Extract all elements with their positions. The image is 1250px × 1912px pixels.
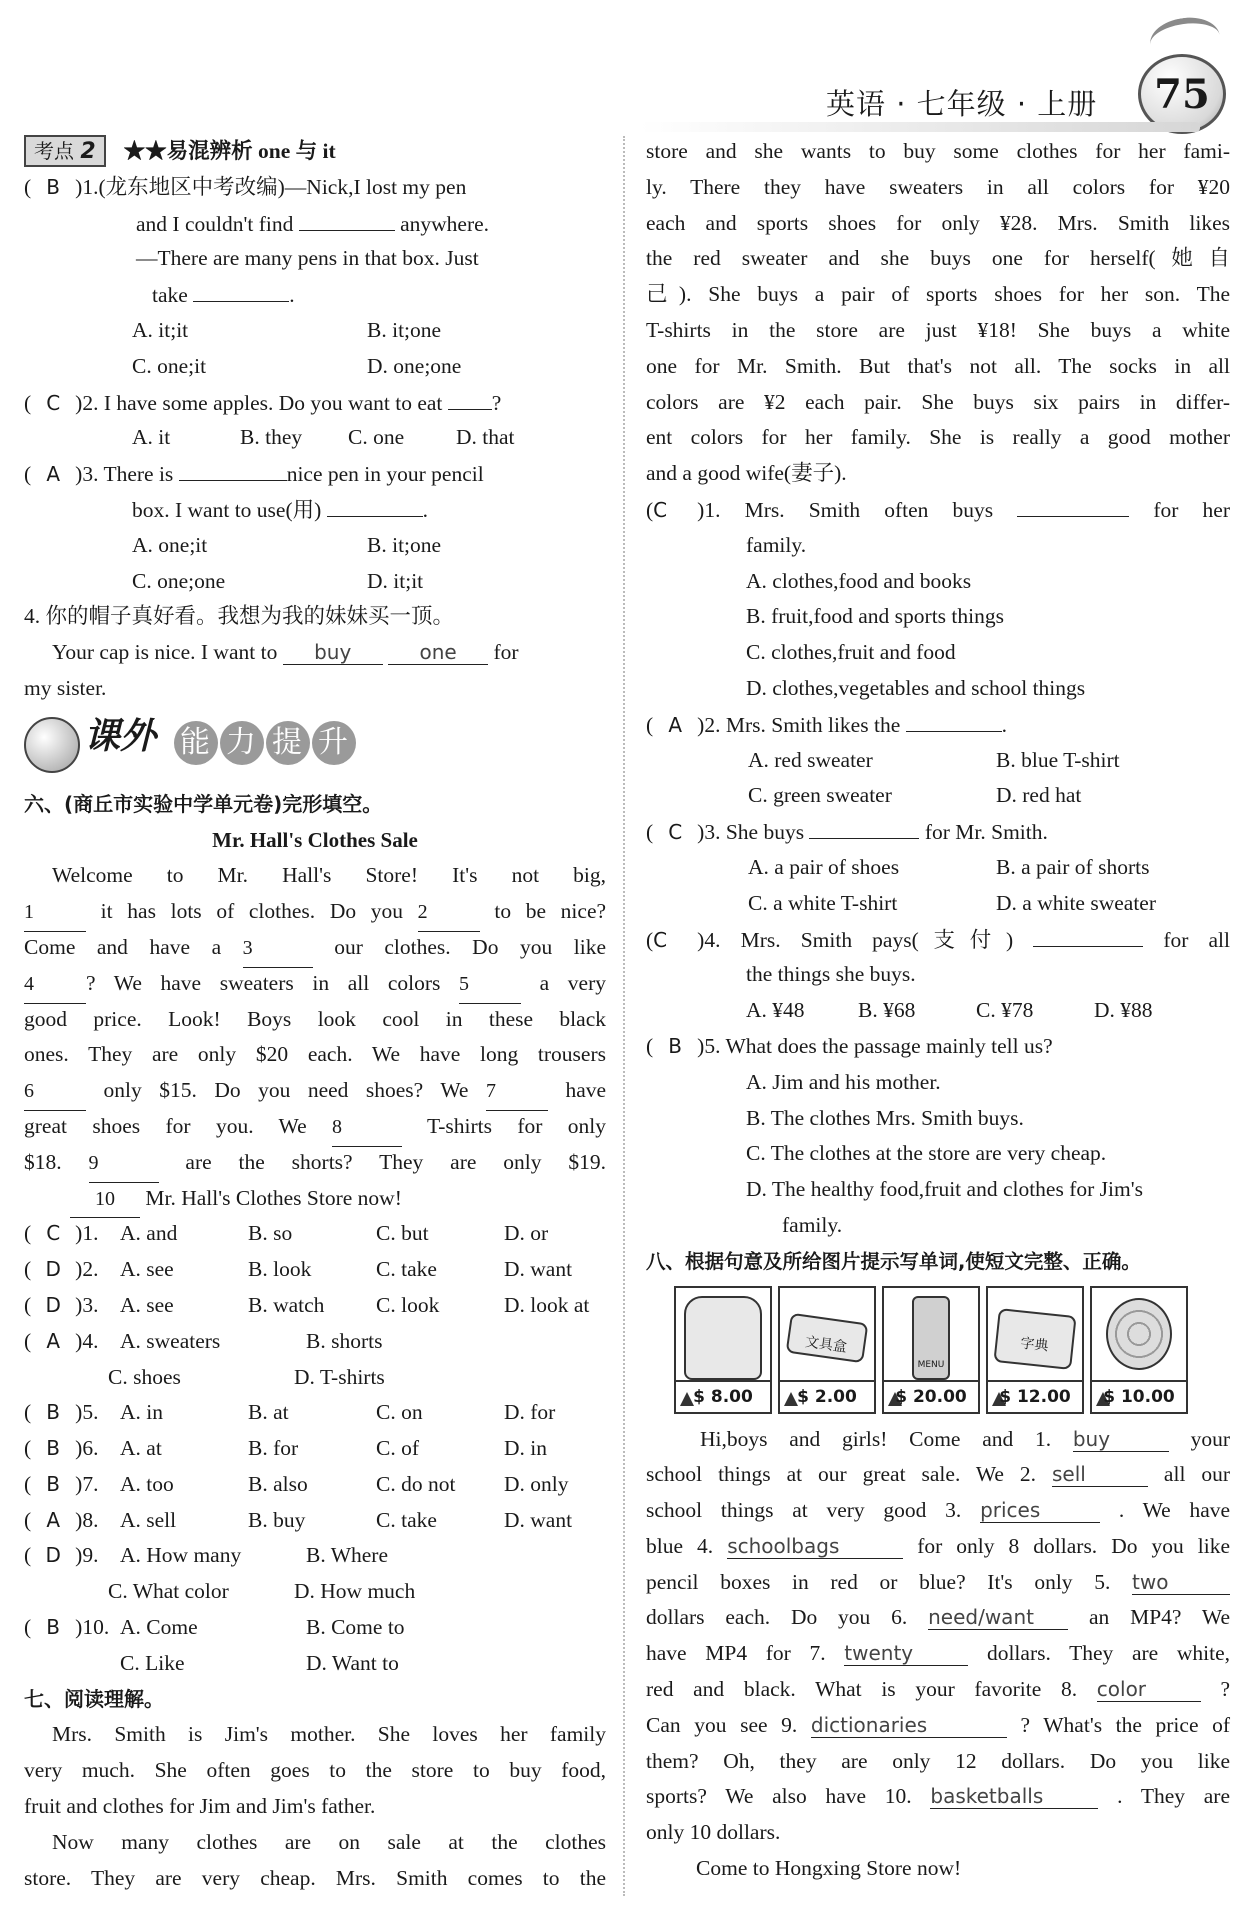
- cloze-items: [24, 1216, 606, 1681]
- fill-answer[interactable]: schoolbags: [727, 1534, 903, 1559]
- q1-blank1[interactable]: [299, 206, 395, 231]
- q1-options-ab: A. it;it B. it;one: [132, 317, 442, 342]
- cloze-item: ( A )8. A. sell B. buy C. take D. want: [24, 1503, 606, 1539]
- fill-line: pencil boxes in red or blue? It's only 5. two: [646, 1565, 1230, 1601]
- fill-line: only 10 dollars.: [646, 1820, 781, 1845]
- passage-line: T-shirts in the store are just ¥18! She buys a white: [646, 317, 1230, 342]
- q1-line3: —There are many pens in that box. Just: [136, 246, 479, 271]
- q3-line2: box. I want to use(用) .: [24, 492, 606, 528]
- dictionary-picture: 字典 $ 12.00: [986, 1286, 1084, 1414]
- cloze-item-cont: C. Like D. Want to: [120, 1650, 399, 1675]
- passage-line: colors are ¥2 each pair. She buys six pairs in differ-: [646, 389, 1230, 414]
- q2-blank[interactable]: [448, 385, 492, 410]
- cloze-item: ( C )1. A. and B. so C. but D. or: [24, 1216, 606, 1252]
- passage-line: and a good wife(妻子).: [646, 461, 847, 486]
- cloze-line: 1 it has lots of clothes. Do you 2 to be nice?: [24, 894, 606, 930]
- banner-title: 课外: [84, 715, 157, 757]
- fill-line: have MP4 for 7. twenty dollars. They are white,: [646, 1641, 1231, 1666]
- cloze-line: Come and have a 3 our clothes. Do you like: [24, 930, 606, 966]
- cloze-answer: B: [46, 1400, 61, 1425]
- kaodian-title: ★★易混辨析 one 与 it: [123, 139, 336, 163]
- page-number: 75: [1154, 71, 1210, 118]
- reading-q3-opts-ab: A. a pair of shoes B. a pair of shorts: [748, 854, 1150, 879]
- schoolbag-picture: $ 8.00: [674, 1286, 772, 1414]
- q3-line1: ( A )3. There is nice pen in your pencil: [24, 456, 606, 492]
- fill-answer[interactable]: twenty: [844, 1641, 968, 1666]
- cloze-answer: D: [45, 1292, 61, 1317]
- reading-line: Now many clothes are on sale at the clothes: [52, 1829, 606, 1854]
- reading-q4-opts: A. ¥48 B. ¥68 C. ¥78 D. ¥88: [746, 998, 1153, 1023]
- reading-q3-opts-cd: C. a white T-shirt D. a white sweater: [748, 890, 1156, 915]
- section6-heading: 六、(商丘市实验中学单元卷)完形填空。: [24, 791, 383, 816]
- q3-blank1[interactable]: [179, 456, 287, 481]
- cloze-item-cont: C. shoes D. T-shirts: [108, 1364, 385, 1389]
- passage-line: each and sports shoes for only ¥28. Mrs. Smith likes: [646, 210, 1230, 235]
- passage-line: one for Mr. Smith. But that's not all. The socks in all: [646, 353, 1230, 378]
- fill-answer[interactable]: buy: [1073, 1427, 1169, 1452]
- kaodian-tag: 考点 2: [24, 135, 106, 167]
- passage-line: 己). She buys a pair of sports shoes for her son. The: [646, 282, 1230, 307]
- reading-q5: ( B )5. What does the passage mainly tell us?: [646, 1033, 1053, 1058]
- reading-line: Mrs. Smith is Jim's mother. She loves her family: [52, 1722, 606, 1747]
- fill-line: blue 4. schoolbags for only 8 dollars. Do you like: [646, 1533, 1230, 1558]
- mp4-icon: MENU: [912, 1296, 950, 1380]
- q3-options-cd: C. one;one D. it;it: [132, 568, 424, 593]
- reading-line: very much. She often goes to the store to buy food,: [24, 1758, 606, 1783]
- reading-q3: ( C )3. She buys for Mr. Smith.: [646, 814, 1230, 850]
- basketball-icon: [1106, 1298, 1172, 1370]
- globe-icon: [24, 717, 80, 773]
- cloze-answer: D: [45, 1543, 61, 1568]
- q2-answer: C: [46, 390, 61, 415]
- fill-line: Can you see 9. dictionaries ? What's the price of: [646, 1712, 1231, 1737]
- cloze-item: ( B )7. A. too B. also C. do not D. only: [24, 1467, 606, 1503]
- header-bar: [640, 122, 1200, 132]
- left-column: [24, 134, 606, 1896]
- cloze-line: 6 only $15. Do you need shoes? We 7 have: [24, 1073, 606, 1109]
- passage-line: ly. There they have sweaters in all colors for ¥20: [646, 174, 1230, 199]
- cloze-answer: B: [46, 1471, 61, 1496]
- q2-options: A. it B. they C. one D. that: [132, 425, 515, 450]
- passage-line: ent colors for her family. She is really a good mother: [646, 425, 1230, 450]
- q3-options-ab: A. one;it B. it;one: [132, 532, 442, 557]
- fill-line: Come to Hongxing Store now!: [696, 1856, 962, 1881]
- fill-line: school things at our great sale. We 2. sell all our: [646, 1462, 1231, 1487]
- basketball-picture: $ 10.00: [1090, 1286, 1188, 1414]
- fill-answer[interactable]: need/want: [928, 1605, 1068, 1630]
- cloze-item: ( B )10. A. Come B. Come to: [24, 1610, 606, 1646]
- fill-in-passage: [646, 1422, 1230, 1887]
- reading-q5-opt: A. Jim and his mother.: [746, 1069, 941, 1094]
- reading-q2: ( A )2. Mrs. Smith likes the .: [646, 707, 1230, 743]
- fill-answer[interactable]: basketballs: [930, 1784, 1098, 1809]
- schoolbag-icon: [684, 1296, 762, 1380]
- pencil-box-icon: 文具盒: [786, 1312, 869, 1362]
- cloze-answer: A: [46, 1328, 61, 1353]
- cloze-item: ( D )9. A. How many B. Where: [24, 1538, 606, 1574]
- fill-line: school things at very good 3. prices . We have: [646, 1498, 1231, 1523]
- fill-line: dollars each. Do you 6. need/want an MP4? We: [646, 1605, 1231, 1630]
- fill-answer[interactable]: dictionaries: [811, 1713, 1007, 1738]
- cloze-answer: B: [46, 1615, 61, 1640]
- dictionary-icon: 字典: [993, 1308, 1076, 1370]
- cloze-item: ( A )4. A. sweaters B. shorts: [24, 1324, 606, 1360]
- extracurricular-banner: [24, 709, 606, 781]
- reading-q1-cont: family.: [746, 532, 807, 557]
- q1-answer: B: [46, 174, 61, 199]
- cloze-answer: B: [46, 1436, 61, 1461]
- cloze-line: ones. They are only $20 each. We have long trousers: [24, 1042, 606, 1067]
- reading-q5-opt: B. The clothes Mrs. Smith buys.: [746, 1105, 1024, 1130]
- q3-blank2[interactable]: [327, 492, 423, 517]
- cloze-line: good price. Look! Boys look cool in these black: [24, 1006, 606, 1031]
- q3-answer: A: [46, 462, 61, 487]
- fill-line: sports? We also have 10. basketballs . They are: [646, 1784, 1230, 1809]
- reading-q1-opt: C. clothes,fruit and food: [746, 640, 956, 665]
- cloze-item: ( D )3. A. see B. watch C. look D. look at: [24, 1288, 606, 1324]
- cloze-answer: D: [45, 1257, 61, 1282]
- cloze-item-cont: C. What color D. How much: [108, 1579, 416, 1604]
- cloze-line: Welcome to Mr. Hall's Store! It's not big,: [52, 863, 606, 888]
- q1-line4: take .: [24, 277, 606, 313]
- reading-q2-opts-ab: A. red sweater B. blue T-shirt: [748, 747, 1120, 772]
- cloze-answer: C: [46, 1221, 61, 1246]
- fill-line: red and black. What is your favorite 8. color ?: [646, 1677, 1231, 1702]
- kaodian-heading: [24, 134, 606, 170]
- right-column: [646, 134, 1230, 1887]
- section7-heading: 七、阅读理解。: [24, 1686, 164, 1711]
- q4-english-2: my sister.: [24, 675, 107, 700]
- cloze-line: great shoes for you. We 8 T-shirts for only: [24, 1109, 606, 1145]
- reading-q1-opt: D. clothes,vegetables and school things: [746, 675, 1086, 700]
- cloze-line: 10 Mr. Hall's Clothes Store now!: [24, 1181, 606, 1217]
- reading-line: fruit and clothes for Jim and Jim's father.: [24, 1794, 376, 1819]
- reading-q1: (C )1. Mrs. Smith often buys for her: [646, 492, 1230, 528]
- q1-line2: and I couldn't find anywhere.: [24, 206, 606, 242]
- cloze-line: $18. 9 are the shorts? They are only $19.: [24, 1145, 606, 1181]
- reading-q1-opt: A. clothes,food and books: [746, 568, 972, 593]
- fill-answer[interactable]: sell: [1052, 1462, 1148, 1487]
- pencil-box-picture: 文具盒 $ 2.00: [778, 1286, 876, 1414]
- fill-line: them? Oh, they are only 12 dollars. Do you like: [646, 1748, 1230, 1773]
- cloze-item: ( D )2. A. see B. look C. take D. want: [24, 1252, 606, 1288]
- passage-line: the red sweater and she buys one for herself(她自: [646, 246, 1230, 271]
- reading-q4: (C )4. Mrs. Smith pays(支付) for all: [646, 922, 1230, 958]
- cloze-item: ( B )5. A. in B. at C. on D. for: [24, 1395, 606, 1431]
- section8-heading: 八、根据句意及所给图片提示写单词,使短文完整、正确。: [646, 1249, 1141, 1273]
- reading-line: store. They are very cheap. Mrs. Smith comes to the: [24, 1865, 606, 1890]
- q1-blank2[interactable]: [193, 277, 289, 302]
- section6-title: Mr. Hall's Clothes Sale: [212, 827, 418, 852]
- fill-answer[interactable]: color: [1097, 1677, 1201, 1702]
- fill-answer[interactable]: prices: [980, 1498, 1100, 1523]
- passage-line: store and she wants to buy some clothes for her fami-: [646, 139, 1230, 163]
- q4-chinese: 4. 你的帽子真好看。我想为我的妹妹买一顶。: [24, 604, 455, 629]
- q2-line1: ( C )2. I have some apples. Do you want to eat ?: [24, 385, 606, 421]
- q4-answer1[interactable]: buy: [283, 640, 383, 665]
- cloze-item: ( B )6. A. at B. for C. of D. in: [24, 1431, 606, 1467]
- q4-answer2[interactable]: one: [388, 640, 488, 665]
- header-title: 英语 · 七年级 · 上册: [826, 87, 1098, 121]
- reading-q2-opts-cd: C. green sweater D. red hat: [748, 783, 1082, 808]
- fill-line: Hi,boys and girls! Come and 1. buy your: [700, 1426, 1230, 1451]
- picture-row: [674, 1286, 1230, 1414]
- cloze-line: 4 ? We have sweaters in all colors 5 a very: [24, 966, 606, 1002]
- cloze-answer: A: [46, 1507, 61, 1532]
- reading-q5-opt: D. The healthy food,fruit and clothes for Jim's: [746, 1177, 1143, 1202]
- fill-answer[interactable]: two: [1132, 1570, 1230, 1595]
- banner-subtitle: 能 力 提 升: [174, 721, 358, 765]
- q4-english: Your cap is nice. I want to buy one for: [52, 640, 519, 665]
- column-divider: [623, 136, 625, 1896]
- reading-q4-cont: the things she buys.: [746, 962, 916, 987]
- mp4-picture: MENU $ 20.00: [882, 1286, 980, 1414]
- reading-q5-opt-cont: family.: [782, 1212, 843, 1237]
- reading-q5-opt: C. The clothes at the store are very cheap.: [746, 1141, 1107, 1166]
- q1-line1: ( B )1.(龙东地区中考改编)—Nick,I lost my pen: [24, 170, 606, 206]
- q1-options-cd: C. one;it D. one;one: [132, 353, 462, 378]
- reading-q1-opt: B. fruit,food and sports things: [746, 604, 1004, 629]
